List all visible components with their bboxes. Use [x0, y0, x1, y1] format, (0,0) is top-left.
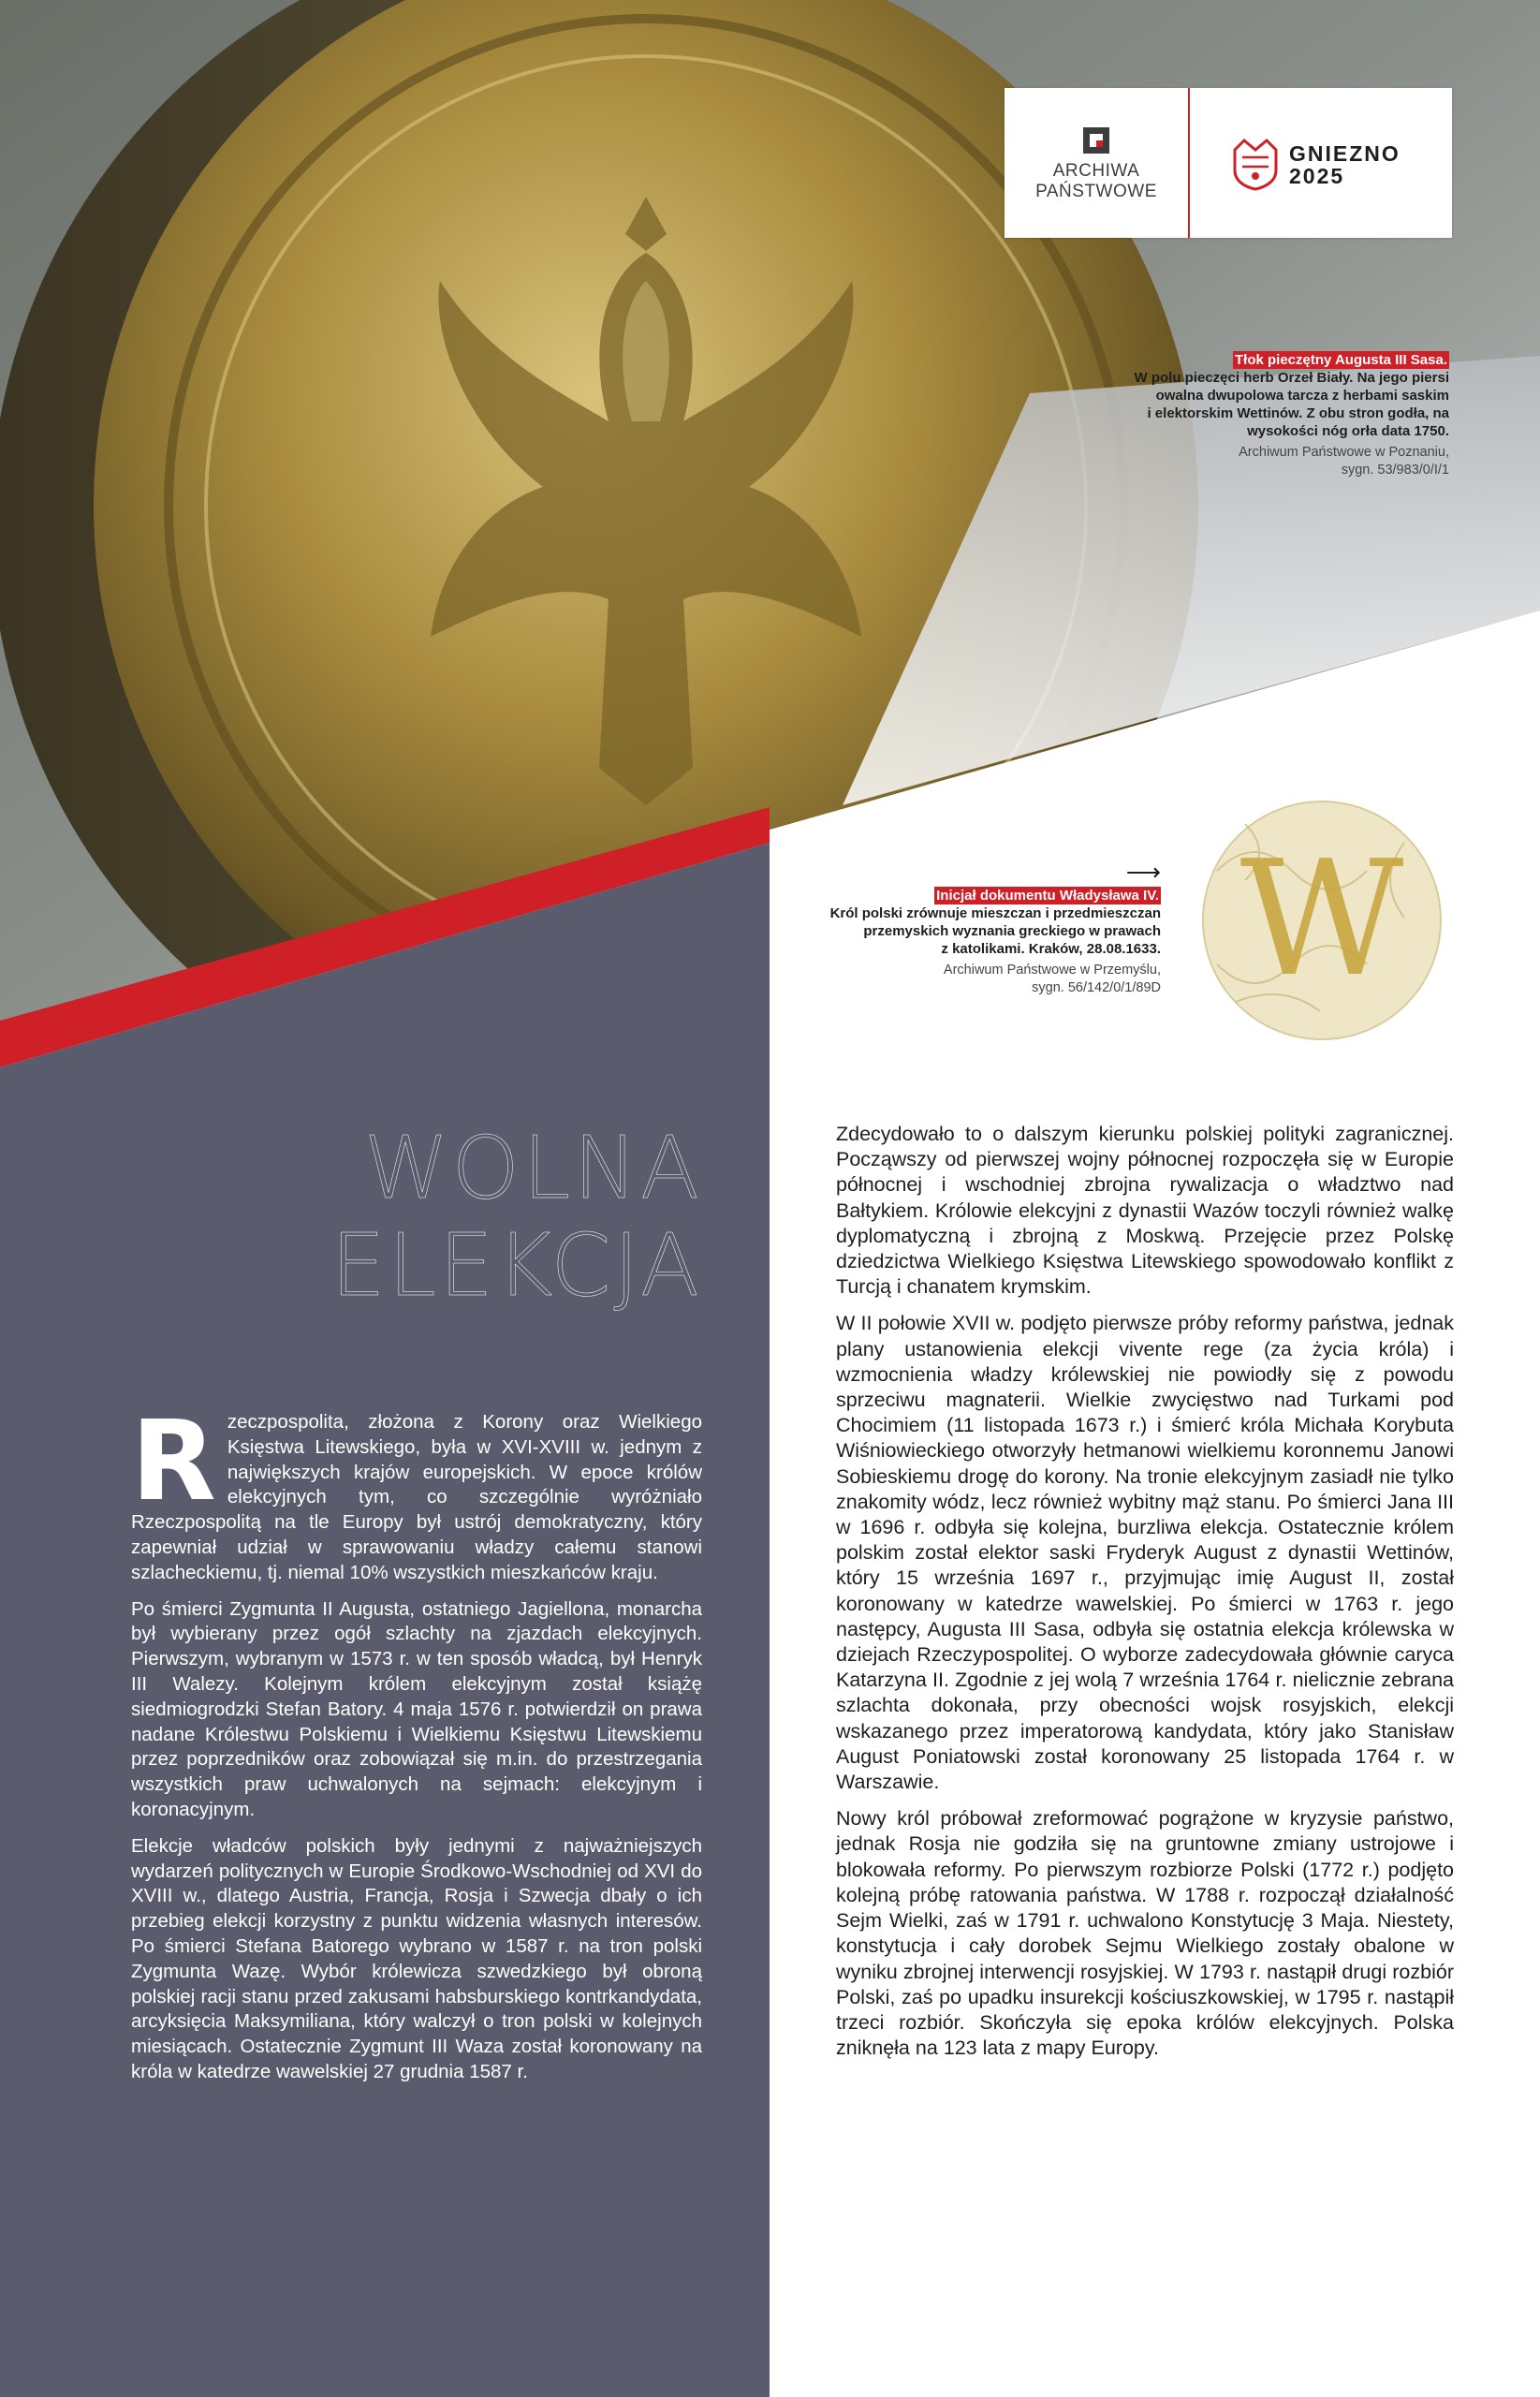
- seal-caption-title: Tłok pieczętny Augusta III Sasa.: [1234, 352, 1447, 368]
- right-column: [836, 1122, 1454, 2072]
- seal-caption-line: wysokości nóg orła data 1750.: [1247, 423, 1449, 439]
- initial-caption-title: Inicjał dokumentu Władysława IV.: [936, 888, 1159, 904]
- initial-caption-line: przemyskich wyznania greckiego w prawach: [863, 923, 1161, 939]
- seal-caption-source: Archiwum Państwowe w Poznaniu, sygn. 53/983/0/I/1: [1239, 445, 1449, 478]
- seal-caption-line: W polu pieczęci herb Orzeł Biały. Na jego piersi: [1134, 370, 1449, 386]
- initial-caption-source: Archiwum Państwowe w Przemyślu, sygn. 56/142/0/1/89D: [943, 963, 1161, 995]
- initial-medallion: [1203, 801, 1441, 1039]
- initial-caption-line: Król polski zrównuje mieszczan i przedmieszczan: [829, 905, 1161, 921]
- seal-caption-line: i elektorskim Wettinów. Z obu stron godła, na: [1147, 405, 1449, 421]
- paragraph: Rzeczpospolita, złożona z Korony oraz Wielkiego Księstwa Litewskiego, była w XVI-XVIII w. jednym z największych krajów europejskich. W epoce królów elekcyjnych tym, co szczególnie wyróżniało Rzeczpospolitą na tle Europy był ustrój demokratyczny, który zapewniał udział w sprawowaniu władzy całemu stanowi szlacheckiemu, tj. niemal 10% wszystkich mieszkańców kraju.: [131, 1396, 702, 1583]
- page-title: [309, 1120, 702, 1315]
- initial-caption-line: z katolikami. Kraków, 28.08.1633.: [941, 941, 1161, 957]
- archiwa-logo-text: ARCHIWA PAŃSTWOWE: [1035, 161, 1157, 201]
- seal-caption: [1077, 352, 1449, 479]
- page-title-line1: WOLNA: [363, 1118, 702, 1218]
- left-column: [131, 1396, 702, 2096]
- gniezno-crown-icon: [1229, 137, 1282, 191]
- archiwa-logo-icon: [1083, 127, 1109, 154]
- paragraph: Po śmierci Zygmunta II Augusta, ostatniego Jagiellona, monarcha był wybierany przez ogół szlachty na zjazdach elekcyjnych. Pierwszym, wybranym w 1573 r. w ten sposób władcą, był Henryk III Walezy. Kolejnym królem elekcyjnym został książę siedmiogrodzki Stefan Batory. 4 maja 1576 r. potwierdził on prawa nadane Królestwu Polskiemu i Wielkiemu Księstwu Litewskiemu przez poprzedników oraz zobowiązał się m.in. do przestrzegania wszystkich praw uchwalonych na sejmach: elekcyjnym i koronacyjnym.: [131, 1597, 702, 1820]
- drop-cap: R: [131, 1396, 216, 1525]
- gniezno-logo-text: GNIEZNO 2025: [1289, 141, 1401, 188]
- seal-caption-line: owalna dwupolowa tarcza z herbami saskim: [1155, 388, 1449, 404]
- page-title-line2: ELEKCJA: [330, 1215, 702, 1316]
- paragraph: Zdecydowało to o dalszym kierunku polskiej polityki zagranicznej. Począwszy od pierwszej wojny północnej rozpoczęła się w Europie północnej i wschodniej zbrojna rywalizacja o władztwo nad Bałtykiem. Królowie elekcyjni z dynastii Wazów toczyli również walkę dyplomatyczną i zbrojną z Moskwą. Przejęcie przez Polskę dziedzictwa Wielkiego Księstwa Litewskiego spowodowało konflikt z Turcją i chanatem krymskim.: [836, 1123, 1454, 1299]
- paragraph: W II połowie XVII w. podjęto pierwsze próby reformy państwa, jednak plany ustanowienia elekcji vivente rege (za życia króla) i wzmocnienia władzy królewskiej nie powiodły się z powodu sprzeciwu magnaterii. Wielkie zwycięstwo nad Turkami pod Chocimiem (11 listopada 1673 r.) i śmierć króla Michała Korybuta Wiśniowieckiego otworzyły hetmanowi wielkiemu koronnemu Janowi Sobieskiemu drogę do korony. Na tronie elekcyjnym zasiadł nie tylko znakomity wódz, lecz również wybitny mąż stanu. Po śmierci Jana III w 1696 r. odbyła się kolejna, burzliwa elekcja. Ostatecznie królem polskim został elektor saski Fryderyk August z dynastii Wettinów, który 15 września 1697 r., przyjmując imię August II, został koronowany w katedrze wawelskiej. Po śmierci w 1763 r. jego następcy, Augusta III Sasa, odbyła się ostatnia elekcja królewska w dziejach Rzeczypospolitej. O wyborze zadecydowała głównie caryca Katarzyna II. Zgodnie z jej wolą 7 września 1764 r. nielicznie zebrana szlachta dokonała, przy obecności wojsk rosyjskich, elekcji wskazanego przez imperatorową kandydata, który jako Stanisław August Poniatowski został koronowany 25 listopada 1764 r. w Warszawie.: [836, 1312, 1454, 1794]
- logo-divider: [1188, 88, 1190, 238]
- initial-caption: [805, 860, 1161, 997]
- partner-logos: [1005, 88, 1452, 238]
- paragraph: Nowy król próbował zreformować pogrążone w kryzysie państwo, jednak Rosja nie godziła się na gruntowne zmiany ustrojowe i blokowała reformy. Po pierwszym rozbiorze Polski (1772 r.) podjęto kolejną próbę ratowania państwa. W 1788 r. rozpoczął działalność Sejm Wielki, zaś w 1791 r. uchwalono Konstytucję 3 Maja. Niestety, konstytucja i cały dorobek Sejmu Wielkiego zostały obalone w wyniku zbrojnej interwencji rosyjskiej. W 1793 r. nastąpił drugi rozbiór Polski, zaś po upadku insurekcji kościuszkowskiej, w 1795 r. nastąpił trzeci rozbiór. Skończyła się epoka królów elekcyjnych. Polska zniknęła na 123 lata z mapy Europy.: [836, 1807, 1454, 2060]
- svg-text:W: W: [1239, 827, 1404, 1012]
- paragraph: Elekcje władców polskich były jednymi z najważniejszych wydarzeń politycznych w Europie Środkowo-Wschodniej od XVI do XVIII w., dlatego Austria, Francja, Rosja i Szwecja dbały o ich przebieg elekcji korzystny z punktu widzenia własnych interesów. Po śmierci Stefana Batorego wybrano w 1587 r. na tron polski Zygmunta Wazę. Wybór królewicza szwedzkiego był obroną polskiej racji stanu przed zakusami habsburskiego kontrkandydata, arcyksięcia Maksymiliana, który walczył o tron polski w kolejnych miesiącach. Ostatecznie Zygmunt III Waza został koronowany na króla w katedrze wawelskiej 27 grudnia 1587 r.: [131, 1834, 702, 2082]
- arrow-right-icon: ⟶: [1125, 858, 1161, 886]
